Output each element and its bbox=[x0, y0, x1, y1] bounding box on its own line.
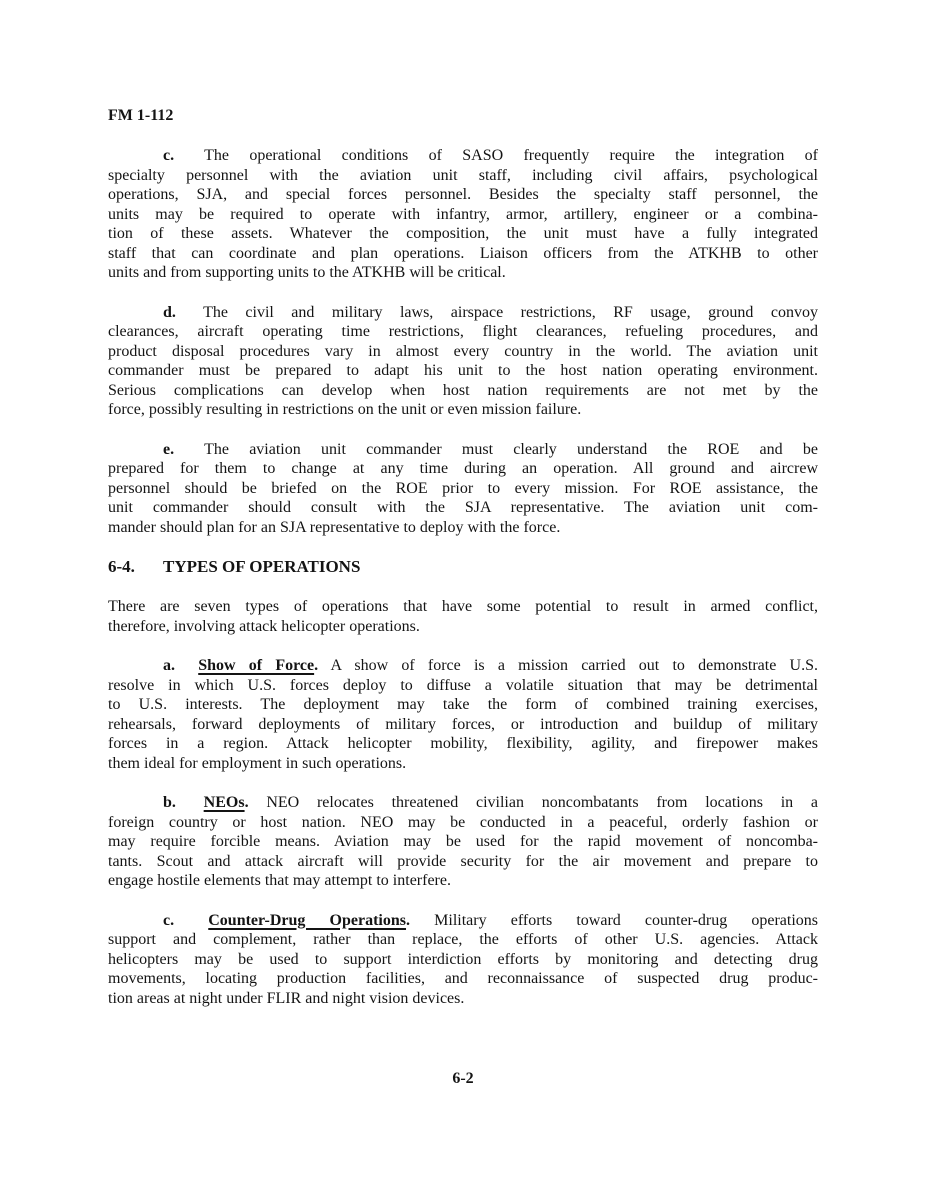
text-line: tants. Scout and attack aircraft will provide security for the air movement and prepare to bbox=[108, 852, 818, 870]
paragraph-label: d. bbox=[163, 303, 176, 321]
text-line bbox=[108, 303, 818, 323]
paragraph-label: c. bbox=[163, 911, 175, 929]
text-line: commander must be prepared to adapt his unit to the host nation operating environment. bbox=[108, 362, 818, 379]
text-line bbox=[108, 146, 818, 166]
text-line: support and complement, rather than replace, the efforts of other U.S. agencies. Attack bbox=[108, 931, 818, 948]
paragraph-label: b. bbox=[163, 794, 176, 811]
paragraph-lead-period: . bbox=[244, 794, 249, 811]
text-line: helicopters may be used to support interdiction efforts by monitoring and detecting drug bbox=[108, 950, 818, 968]
text-line: rehearsals, forward deployments of military forces, or introduction and buildup of military bbox=[108, 715, 818, 733]
paragraph-label: c. bbox=[163, 147, 175, 164]
text-line: forces in a region. Attack helicopter mobility, flexibility, agility, and firepower makes bbox=[108, 735, 818, 752]
text-line: to U.S. interests. The deployment may take the form of combined training exercises, bbox=[108, 696, 818, 713]
paragraph-lead: Counter-Drug Operations bbox=[208, 911, 407, 929]
paragraph-text: NEO relocates threatened civilian noncombatants from locations in a bbox=[266, 794, 819, 811]
text-line: therefore, involving attack helicopter operations. bbox=[108, 617, 420, 635]
document-id-header: FM 1-112 bbox=[108, 107, 174, 124]
paragraph-e-roe bbox=[108, 440, 818, 538]
paragraph-text: Military efforts toward counter-drug operations bbox=[434, 911, 819, 929]
page-number: 6-2 bbox=[452, 1070, 474, 1087]
text-line: staff that can coordinate and plan operations. Liaison officers from the ATKHB to other bbox=[108, 244, 818, 262]
paragraph-text: A show of force is a mission carried out to demonstrate U.S. bbox=[330, 657, 819, 674]
text-line: unit commander should consult with the SJA representative. The aviation unit com- bbox=[108, 499, 818, 516]
text-line: operations, SJA, and special forces personnel. Besides the specialty staff personnel, the bbox=[108, 186, 818, 203]
text-line bbox=[108, 911, 818, 931]
paragraph-lead: NEOs bbox=[203, 794, 245, 811]
text-line: units may be required to operate with infantry, armor, artillery, engineer or a combina- bbox=[108, 205, 818, 223]
paragraph-d-host-nation bbox=[108, 303, 818, 420]
paragraph-text: The operational conditions of SASO frequently require the integration of bbox=[204, 147, 818, 164]
text-line: units and from supporting units to the ATKHB will be critical. bbox=[108, 264, 506, 281]
paragraph-lead-period: . bbox=[314, 657, 319, 674]
text-line: tion areas at night under FLIR and night vision devices. bbox=[108, 989, 465, 1007]
paragraph-label: e. bbox=[163, 440, 175, 458]
text-line: engage hostile elements that may attempt to interfere. bbox=[108, 872, 451, 889]
text-line: product disposal procedures vary in almost every country in the world. The aviation unit bbox=[108, 342, 818, 360]
paragraph-text: The civil and military laws, airspace restrictions, RF usage, ground convoy bbox=[203, 303, 818, 321]
paragraph-text: The aviation unit commander must clearly understand the ROE and be bbox=[204, 440, 818, 458]
paragraph-b-neos bbox=[108, 793, 818, 891]
paragraph-lead-period: . bbox=[406, 911, 411, 929]
text-line: movements, locating production facilities, and reconnaissance of suspected drug produc- bbox=[108, 970, 818, 987]
page-content bbox=[108, 106, 818, 1089]
text-line: foreign country or host nation. NEO may be conducted in a peaceful, orderly fashion or bbox=[108, 813, 818, 831]
text-line: Serious complications can develop when host nation requirements are not met by the bbox=[108, 381, 818, 399]
section-number: 6-4. bbox=[108, 557, 135, 576]
text-line: personnel should be briefed on the ROE prior to every mission. For ROE assistance, the bbox=[108, 479, 818, 497]
paragraph-c-saso bbox=[108, 146, 818, 283]
text-line: clearances, aircraft operating time restrictions, flight clearances, refueling procedures, and bbox=[108, 323, 818, 340]
text-line: them ideal for employment in such operations. bbox=[108, 754, 407, 772]
text-line bbox=[108, 656, 818, 676]
section-intro-paragraph bbox=[108, 597, 818, 636]
text-line: mander should plan for an SJA representative to deploy with the force. bbox=[108, 518, 561, 536]
text-line: There are seven types of operations that have some potential to result in armed conflict, bbox=[108, 598, 818, 615]
paragraph-label: a. bbox=[163, 657, 175, 674]
section-heading bbox=[108, 556, 818, 577]
paragraph-lead: Show of Force bbox=[198, 657, 315, 674]
text-line: resolve in which U.S. forces deploy to diffuse a volatile situation that may be detrimental bbox=[108, 676, 818, 694]
paragraph-a-show-of-force bbox=[108, 656, 818, 773]
text-line: force, possibly resulting in restrictions on the unit or even mission failure. bbox=[108, 401, 582, 418]
text-line bbox=[108, 440, 818, 460]
text-line bbox=[108, 793, 818, 813]
text-line: specialty personnel with the aviation unit staff, including civil affairs, psychological bbox=[108, 166, 818, 184]
text-line: tion of these assets. Whatever the composition, the unit must have a fully integrated bbox=[108, 225, 818, 242]
section-title: TYPES OF OPERATIONS bbox=[163, 557, 361, 576]
text-line: prepared for them to change at any time during an operation. All ground and aircrew bbox=[108, 460, 818, 477]
paragraph-c-counter-drug bbox=[108, 911, 818, 1009]
text-line: may require forcible means. Aviation may be used for the rapid movement of noncomba- bbox=[108, 833, 818, 850]
